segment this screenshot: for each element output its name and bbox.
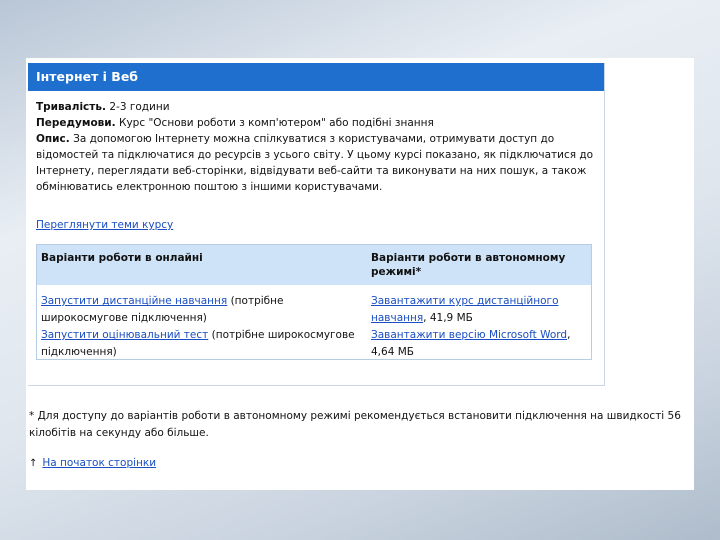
course-info — [36, 99, 596, 195]
prereq-row — [36, 115, 596, 131]
duration-row — [36, 99, 596, 115]
options-table — [36, 244, 592, 360]
download-word-link[interactable]: Завантажити версію Microsoft Word — [371, 329, 568, 341]
back-to-top — [29, 457, 156, 469]
online-option-item — [41, 293, 363, 327]
online-options-header: Варіанти роботи в онлайні — [37, 245, 367, 285]
description-row — [36, 131, 596, 195]
online-option-item — [41, 327, 363, 361]
duration-label: Тривалість. — [36, 101, 106, 113]
duration-value: 2-3 години — [109, 101, 170, 113]
course-title: Інтернет і Веб — [28, 63, 604, 91]
offline-option-item — [371, 327, 587, 361]
offline-option-item — [371, 293, 587, 327]
download-word-size: , 4,64 МБ — [371, 329, 571, 358]
start-elearning-note: (потрібне широкосмугове підключення) — [41, 295, 284, 324]
course-card — [28, 63, 605, 386]
prereq-value: Курс "Основи роботи з комп'ютером" або подібні знання — [119, 117, 434, 129]
offline-options-header: Варіанти роботи в автономному режимі* — [367, 245, 591, 285]
download-course-link[interactable]: Завантажити курс дистанційного навчання — [371, 295, 559, 324]
start-assessment-note: (потрібне широкосмугове підключення) — [41, 329, 355, 358]
description-label: Опис. — [36, 133, 70, 145]
offline-footnote: * Для доступу до варіантів роботи в автономному режимі рекомендується встановити підключення на швидкості 56 кілобітів на секунду або більше. — [29, 410, 681, 439]
back-to-top-link[interactable]: На початок сторінки — [42, 457, 157, 469]
description-value: За допомогою Інтернету можна спілкуватися з користувачами, отримувати доступ до відомостей та підключатися до ресурсів з усього світу. У цьому курсі показано, як підключатися до Інтернету, переглядати веб-сторінки, відвідувати веб-сайти та виконувати на них пошук, а також обмінюватись електронною поштою з іншими користувачами. — [36, 133, 594, 193]
arrow-up-icon: ↑ — [29, 458, 38, 469]
start-assessment-link[interactable]: Запустити оцінювальний тест — [41, 329, 209, 341]
download-course-size: , 41,9 МБ — [423, 312, 473, 324]
online-options-cell — [37, 285, 367, 365]
offline-options-cell — [367, 285, 591, 365]
start-elearning-link[interactable]: Запустити дистанційне навчання — [41, 295, 228, 307]
view-topics-link[interactable]: Переглянути теми курсу — [36, 219, 174, 231]
prereq-label: Передумови. — [36, 117, 116, 129]
